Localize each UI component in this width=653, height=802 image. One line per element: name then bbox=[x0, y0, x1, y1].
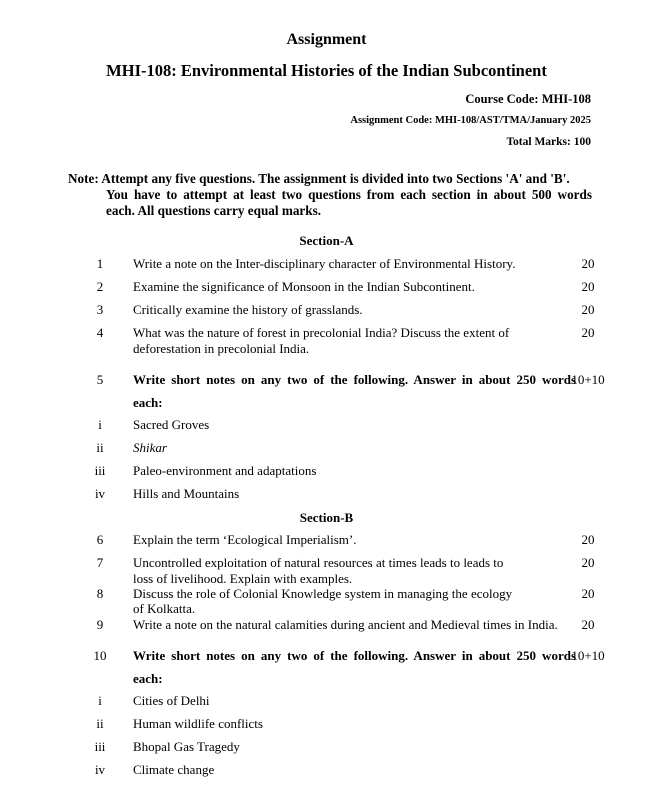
question-marks: 10+10 bbox=[571, 648, 605, 663]
question-text-line-2: each: bbox=[133, 671, 163, 686]
question-number: 7 bbox=[96, 555, 104, 570]
question-marks: 20 bbox=[581, 586, 595, 601]
subquestion-text: Hills and Mountains bbox=[133, 486, 240, 501]
question-number: 10 bbox=[93, 648, 107, 663]
question-text-line-1: Discuss the role of Colonial Knowledge system in managing the ecology bbox=[133, 586, 513, 601]
question-text-line-2: each: bbox=[133, 395, 163, 410]
subquestion-number: i bbox=[98, 417, 102, 432]
question-marks: 20 bbox=[581, 555, 595, 570]
subquestion-text: Cities of Delhi bbox=[133, 693, 210, 708]
question-text-line-2: of Kolkatta. bbox=[133, 601, 196, 616]
question-text: Explain the term ‘Ecological Imperialism’. bbox=[133, 532, 357, 547]
course-title: MHI-108: Environmental Histories of the Indian Subcontinent bbox=[106, 61, 547, 80]
question-text: Write a note on the natural calamities during ancient and Medieval times in India. bbox=[133, 617, 558, 632]
course-code: Course Code: MHI-108 bbox=[465, 92, 591, 106]
subquestion-number: iii bbox=[94, 739, 106, 754]
section-a-heading: Section-A bbox=[299, 233, 354, 248]
question-number: 9 bbox=[96, 617, 104, 632]
question-marks: 20 bbox=[581, 325, 595, 340]
question-marks: 20 bbox=[581, 256, 595, 271]
question-marks: 20 bbox=[581, 532, 595, 547]
note-line-3: each. All questions carry equal marks. bbox=[106, 203, 322, 218]
subquestion-number: i bbox=[98, 693, 102, 708]
subquestion-text: Shikar bbox=[133, 440, 167, 455]
subquestion-text: Sacred Groves bbox=[133, 417, 210, 432]
section-b-heading: Section-B bbox=[299, 510, 354, 525]
subquestion-text: Bhopal Gas Tragedy bbox=[133, 739, 240, 754]
subquestion-number: ii bbox=[96, 440, 104, 455]
question-number: 3 bbox=[96, 302, 104, 317]
question-number: 1 bbox=[96, 256, 104, 271]
question-number: 8 bbox=[96, 586, 104, 601]
subquestion-number: iii bbox=[94, 463, 106, 478]
question-text: Write a note on the Inter-disciplinary character of Environmental History. bbox=[133, 256, 516, 271]
question-text-line-1: What was the nature of forest in precolonial India? Discuss the extent of bbox=[133, 325, 510, 340]
question-marks: 20 bbox=[581, 279, 595, 294]
question-text: Critically examine the history of grasslands. bbox=[133, 302, 363, 317]
question-text-line-1: Uncontrolled exploitation of natural resources at times leads to leads to bbox=[133, 555, 504, 570]
note-line-2: You have to attempt at least two questions from each section in about 500 words bbox=[106, 187, 592, 202]
question-number: 6 bbox=[96, 532, 104, 547]
note-line-1: Note: Attempt any five questions. The assignment is divided into two Sections 'A' and 'B'. bbox=[68, 171, 570, 186]
total-marks: Total Marks: 100 bbox=[506, 136, 591, 148]
question-marks: 10+10 bbox=[571, 372, 605, 387]
instructions-note bbox=[68, 171, 592, 219]
question-number: 2 bbox=[96, 279, 104, 294]
subquestion-number: iv bbox=[94, 486, 106, 501]
question-text-line-2: deforestation in precolonial India. bbox=[133, 341, 310, 356]
question-marks: 20 bbox=[581, 302, 595, 317]
question-text-line-2: loss of livelihood. Explain with examples. bbox=[133, 571, 353, 586]
question-marks: 20 bbox=[581, 617, 595, 632]
subquestion-text: Paleo-environment and adaptations bbox=[133, 463, 317, 478]
subquestion-number: ii bbox=[96, 716, 104, 731]
question-text-line-1: Write short notes on any two of the following. Answer in about 250 words bbox=[133, 648, 576, 663]
subquestion-text: Climate change bbox=[133, 762, 215, 777]
question-number: 5 bbox=[96, 372, 104, 387]
subquestion-number: iv bbox=[94, 762, 106, 777]
subquestion-text: Human wildlife conflicts bbox=[133, 716, 263, 731]
question-text-line-1: Write short notes on any two of the following. Answer in about 250 words bbox=[133, 372, 576, 387]
assignment-code: Assignment Code: MHI-108/AST/TMA/January 2025 bbox=[350, 115, 591, 126]
question-text: Examine the significance of Monsoon in the Indian Subcontinent. bbox=[133, 279, 475, 294]
question-number: 4 bbox=[96, 325, 104, 340]
assignment-title: Assignment bbox=[286, 31, 367, 48]
